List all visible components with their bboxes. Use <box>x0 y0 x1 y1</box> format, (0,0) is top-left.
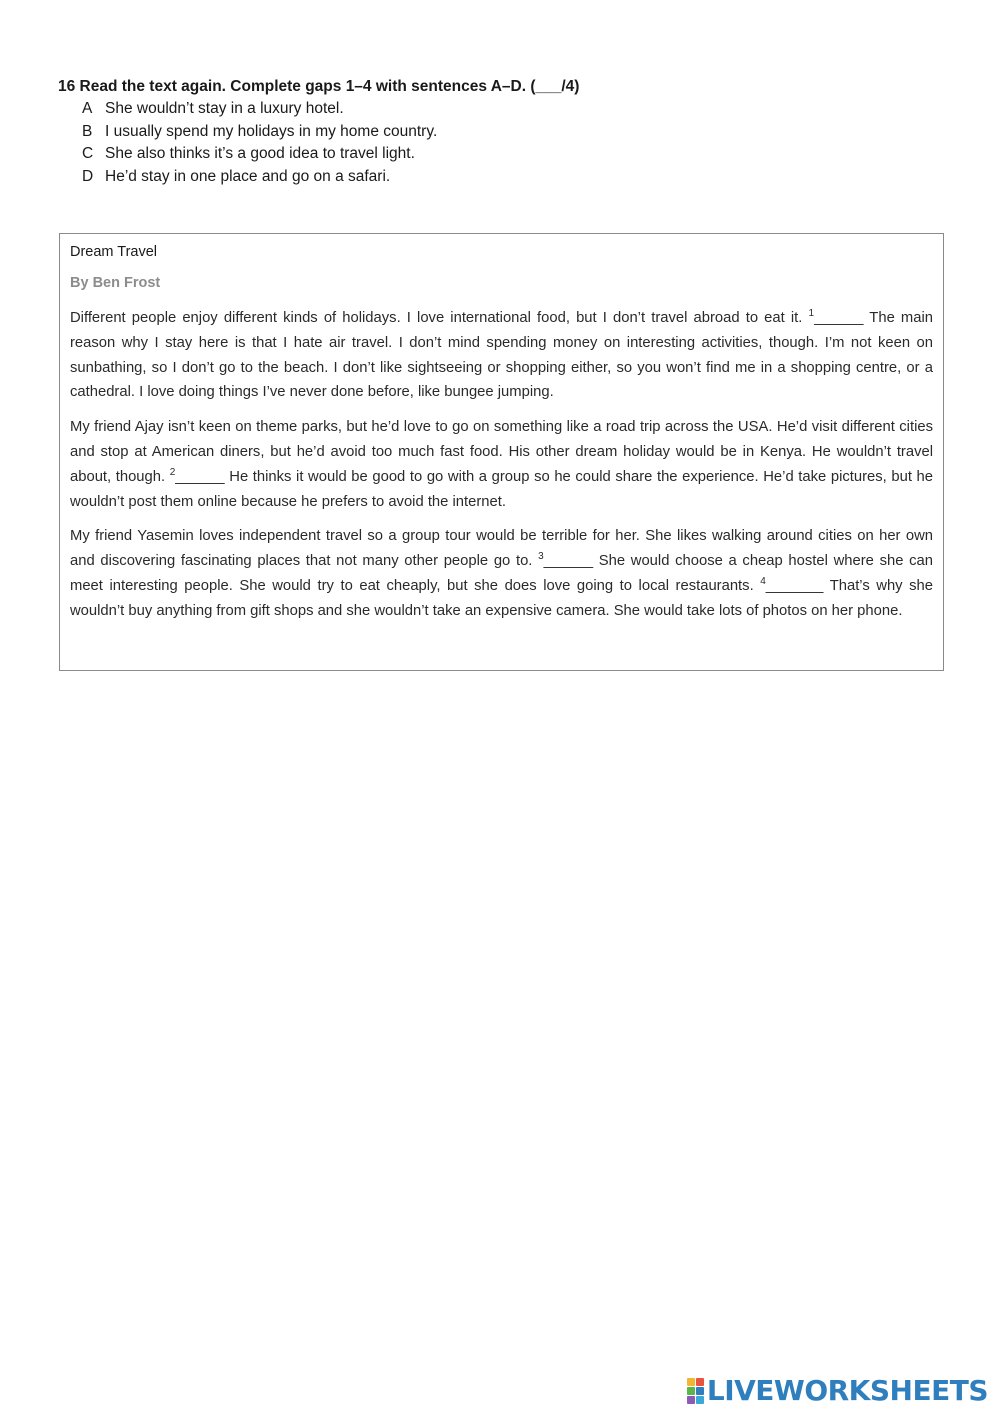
option-letter: C <box>82 145 94 163</box>
option-text: She wouldn’t stay in a luxury hotel. <box>105 100 344 117</box>
answer-option <box>58 166 938 189</box>
article-byline: By Ben Frost <box>70 275 161 291</box>
exercise-instructions <box>58 76 938 189</box>
option-text: She also thinks it’s a good idea to travel light. <box>105 145 415 163</box>
paragraph-text: The main reason why I stay here is that I hate air travel. I don’t mind spending money on interesting activities, though. I’m not keen on sunbathing, so I don’t go to the beach. I don’t like sightseeing or shopping either, so you won’t find me in a shopping centre, or a cathedral. I love doing things I’ve never done before, like bungee jumping. <box>70 310 933 401</box>
logo-tile <box>696 1387 704 1395</box>
option-letter: A <box>82 100 93 117</box>
paragraph-text: That’s why she wouldn’t buy anything from gift shops and she wouldn’t take an expensive camera. She would take lots of photos on her phone. <box>70 577 933 619</box>
gap-line: ______ <box>543 553 594 570</box>
article-paragraph <box>70 524 933 623</box>
logo-tile <box>696 1378 704 1386</box>
logo-tile <box>687 1396 695 1404</box>
gap-number: 2 <box>169 466 176 478</box>
article-title: Dream Travel <box>70 244 158 260</box>
logo-tile <box>696 1396 704 1404</box>
logo-tile <box>687 1387 695 1395</box>
gap-number: 1 <box>808 308 815 319</box>
answer-option <box>58 143 938 166</box>
gap-number: 3 <box>538 551 544 563</box>
option-text: He’d stay in one place and go on a safari. <box>105 168 391 186</box>
paragraph-text: My friend Ajay isn’t keen on theme parks, but he’d love to go on something like a road trip across the USA. He’d visit different cities and stop at American diners, but he’d avoid too much fast food. His other dream holiday would be in Kenya. He wouldn’t travel about, though. <box>70 419 933 485</box>
paragraph-text: My friend Yasemin loves independent travel so a group tour would be terrible for her. She likes walking around cities on her own and discovering fascinating places that not many other people go to. <box>70 528 933 570</box>
answer-option <box>58 121 938 144</box>
gap-number: 4 <box>760 575 766 587</box>
option-letter: D <box>82 168 94 186</box>
logo-tile <box>687 1378 695 1386</box>
gap-4-blank[interactable] <box>760 575 824 594</box>
logo-wordmark: LIVEWORKSHEETS <box>706 1374 988 1407</box>
gap-line: ______ <box>175 468 225 485</box>
paragraph-text: He thinks it would be good to go with a group so he could share the experience. He’d take pictures, but he wouldn’t post them online because he prefers to avoid the internet. <box>70 468 933 510</box>
gap-1-blank[interactable] <box>809 310 864 326</box>
gap-line: ______ <box>814 310 864 326</box>
liveworksheets-logo <box>687 1374 988 1408</box>
answer-options-list <box>58 98 938 189</box>
exercise-title: 16 Read the text again. Complete gaps 1–4 with sentences A–D. (___/4) <box>58 78 580 95</box>
answer-option <box>58 98 938 121</box>
liveworksheets-logo-icon <box>687 1378 704 1404</box>
option-letter: B <box>82 122 93 140</box>
paragraph-text: Different people enjoy different kinds of holidays. I love international food, but I don’t travel abroad to eat it. <box>70 310 809 326</box>
paragraph-text: She would choose a cheap hostel where she can meet interesting people. She would try to eat cheaply, but she does love going to local restaurants. <box>70 553 933 594</box>
article-paragraph <box>70 306 933 405</box>
option-text: I usually spend my holidays in my home country. <box>105 122 438 140</box>
gap-2-blank[interactable] <box>169 466 225 485</box>
article-paragraph <box>70 415 933 514</box>
gap-line: _______ <box>765 577 824 594</box>
gap-3-blank[interactable] <box>538 553 593 569</box>
reading-text-box <box>59 233 944 671</box>
